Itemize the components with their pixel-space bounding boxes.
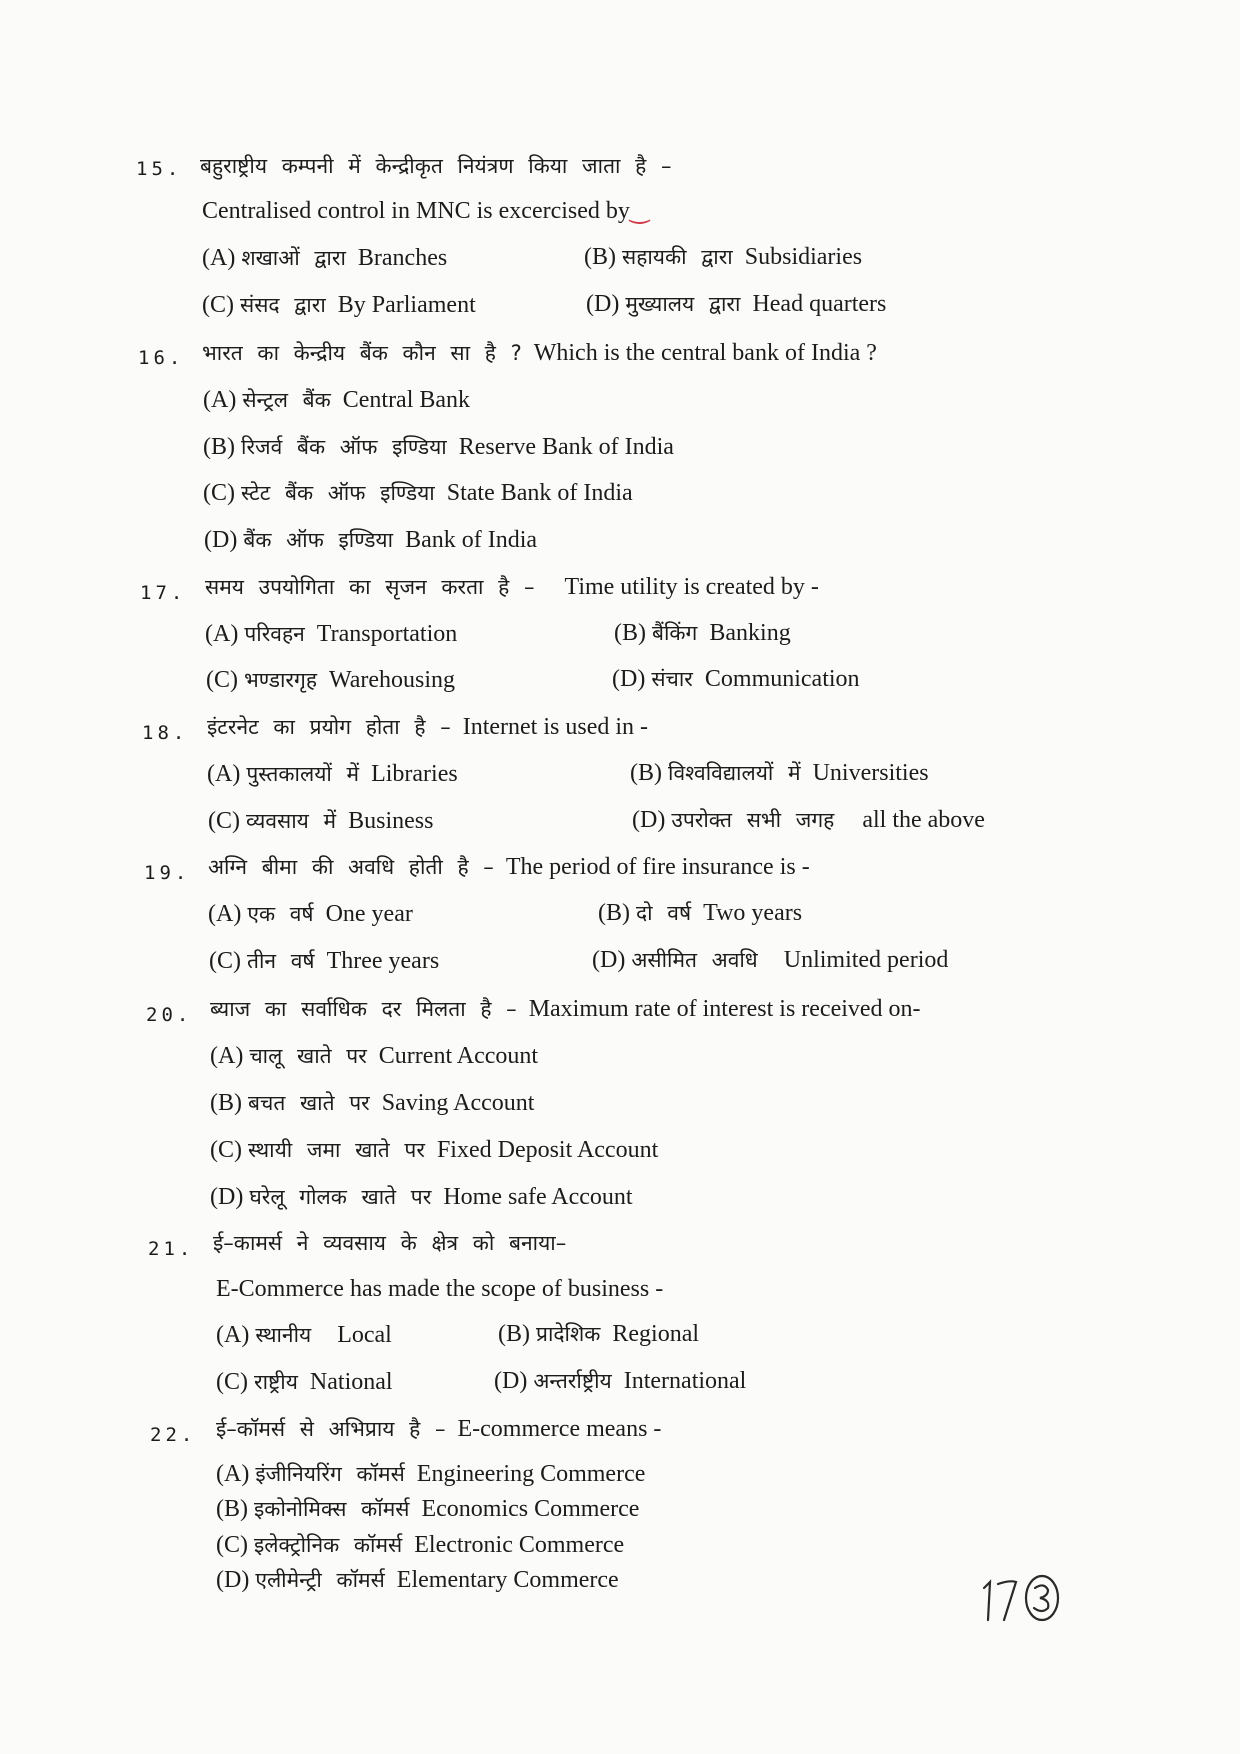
hindi-text: भारत का केन्द्रीय बैंक कौन सा है ?: [202, 341, 522, 365]
question-text: [208, 852, 810, 882]
english-text: Maximum rate of interest is received on-: [528, 996, 921, 1022]
option-hindi: तीन वर्ष: [247, 949, 315, 973]
option-b: [598, 898, 802, 928]
option-hindi: इलेक्ट्रोनिक कॉमर्स: [254, 1533, 403, 1557]
option-c: [206, 665, 455, 695]
question-text-english: [202, 196, 649, 226]
option-hindi: स्थायी जमा खाते पर: [248, 1138, 425, 1162]
hindi-text: इंटरनेट का प्रयोग होता है –: [207, 715, 451, 739]
option-c: [210, 1135, 658, 1165]
option-hindi: बैंक ऑफ इण्डिया: [243, 528, 394, 552]
option-english: Regional: [612, 1321, 700, 1347]
option-english: Bank of India: [405, 527, 538, 553]
option-hindi: बैंकिंग: [652, 621, 698, 645]
option-english: Business: [348, 808, 434, 834]
option-english: One year: [325, 901, 413, 927]
option-label: (B): [630, 760, 662, 786]
option-hindi: चालू खाते पर: [249, 1044, 367, 1068]
option-label: (A): [202, 245, 236, 271]
option-b: [216, 1494, 639, 1524]
question-number: 16.: [138, 347, 185, 369]
option-english: Reserve Bank of India: [458, 434, 674, 460]
option-a: [216, 1320, 392, 1350]
option-b: [614, 618, 791, 648]
question-number: 19.: [144, 862, 191, 884]
option-hindi: भण्डारगृह: [244, 668, 317, 692]
english-text: Centralised control in MNC is excercised by: [202, 198, 630, 224]
option-c: [209, 946, 439, 976]
option-english: Saving Account: [381, 1090, 535, 1116]
option-hindi: बचत खाते पर: [248, 1091, 370, 1115]
option-label: (C): [216, 1369, 248, 1395]
option-hindi: परिवहन: [244, 622, 305, 646]
option-hindi: पुस्तकालयों में: [246, 762, 360, 786]
option-hindi: संसद द्वारा: [240, 293, 326, 317]
option-label: (B): [598, 900, 630, 926]
option-hindi: शखाओं द्वारा: [241, 246, 346, 270]
option-hindi: असीमित अवधि: [631, 948, 758, 972]
option-b: [584, 242, 862, 272]
option-english: Libraries: [371, 761, 458, 787]
option-english: Warehousing: [328, 667, 456, 693]
option-label: (D): [216, 1567, 250, 1593]
option-english: Fixed Deposit Account: [436, 1137, 659, 1163]
option-label: (D): [612, 666, 646, 692]
option-english: State Bank of India: [446, 480, 633, 506]
option-label: (A): [203, 387, 237, 413]
option-label: (A): [205, 621, 239, 647]
option-a: [208, 899, 413, 929]
option-english: Engineering Commerce: [416, 1461, 646, 1487]
option-label: (D): [592, 947, 626, 973]
hindi-text: अग्नि बीमा की अवधि होती है –: [208, 855, 494, 879]
option-label: (B): [498, 1321, 530, 1347]
question-text: [202, 338, 877, 368]
option-label: (A): [216, 1461, 250, 1487]
option-a: [205, 619, 457, 649]
question-text-hindi: [200, 151, 671, 181]
option-english: all the above: [862, 807, 985, 833]
option-d: [632, 805, 985, 835]
hindi-text: ई–कॉमर्स से अभिप्राय है –: [216, 1417, 446, 1441]
option-label: (C): [202, 292, 234, 318]
handwritten-page-mark: [978, 1568, 1068, 1628]
option-label: (D): [494, 1368, 528, 1394]
english-text: Time utility is created by -: [564, 574, 819, 600]
option-hindi: स्टेट बैंक ऑफ इण्डिया: [241, 481, 435, 505]
option-d: [586, 289, 886, 319]
option-c: [216, 1530, 624, 1560]
option-hindi: सहायकी द्वारा: [622, 245, 733, 269]
option-label: (D): [210, 1184, 244, 1210]
option-english: Unlimited period: [783, 947, 949, 973]
option-label: (B): [203, 434, 235, 460]
option-a: [216, 1459, 645, 1489]
english-text: Which is the central bank of India ?: [533, 340, 877, 366]
option-label: (D): [586, 291, 620, 317]
option-english: Two years: [703, 900, 803, 926]
option-a: [210, 1041, 538, 1071]
hindi-text: समय उपयोगिता का सृजन करता है –: [205, 575, 535, 599]
hindi-text: ब्याज का सर्वाधिक दर मिलता है –: [210, 997, 517, 1021]
option-english: Banking: [709, 620, 791, 646]
option-hindi: विश्वविद्यालयों में: [668, 761, 801, 785]
question-text: [207, 712, 648, 742]
option-hindi: स्थानीय: [255, 1323, 312, 1347]
option-b: [498, 1319, 699, 1349]
english-text: Internet is used in -: [462, 714, 649, 740]
option-label: (A): [208, 901, 242, 927]
option-hindi: अन्तर्राष्ट्रीय: [533, 1369, 612, 1393]
option-hindi: संचार: [651, 667, 693, 691]
option-hindi: इकोनोमिक्स कॉमर्स: [254, 1497, 410, 1521]
question-number: 18.: [142, 722, 189, 744]
option-d: [612, 664, 860, 694]
option-label: (D): [204, 527, 238, 553]
option-d: [204, 525, 537, 555]
option-hindi: प्रादेशिक: [536, 1322, 601, 1346]
option-label: (A): [216, 1322, 250, 1348]
english-text: E-Commerce has made the scope of business -: [216, 1276, 664, 1302]
option-a: [202, 243, 447, 273]
option-c: [202, 290, 476, 320]
option-label: (A): [210, 1043, 244, 1069]
option-c: [216, 1367, 393, 1397]
option-label: (C): [210, 1137, 242, 1163]
option-hindi: घरेलू गोलक खाते पर: [249, 1185, 432, 1209]
option-english: Universities: [812, 760, 929, 786]
option-label: (B): [210, 1090, 242, 1116]
option-english: Local: [337, 1322, 392, 1348]
option-english: Electronic Commerce: [414, 1532, 625, 1558]
option-hindi: सेन्ट्रल बैंक: [242, 388, 331, 412]
option-english: Transportation: [316, 621, 458, 647]
option-label: (D): [632, 807, 666, 833]
option-label: (A): [207, 761, 241, 787]
option-label: (C): [216, 1532, 248, 1558]
option-b: [210, 1088, 534, 1118]
hindi-text: ई–कामर्स ने व्यवसाय के क्षेत्र को बनाया–: [213, 1231, 567, 1255]
option-english: Central Bank: [342, 387, 471, 413]
option-hindi: राष्ट्रीय: [254, 1370, 298, 1394]
option-label: (B): [584, 244, 616, 270]
option-english: Head quarters: [752, 291, 887, 317]
option-english: National: [309, 1369, 393, 1395]
option-d: [210, 1182, 633, 1212]
option-d: [592, 945, 948, 975]
question-text: [205, 572, 819, 602]
option-hindi: मुख्यालय द्वारा: [625, 292, 741, 316]
question-text-hindi: [213, 1228, 566, 1258]
hindi-text: बहुराष्ट्रीय कम्पनी में केन्द्रीकृत नियंत्रण किया जाता है –: [200, 154, 672, 178]
option-english: Subsidiaries: [744, 244, 863, 270]
option-b: [203, 432, 674, 462]
option-english: Communication: [704, 666, 860, 692]
option-d: [494, 1366, 746, 1396]
option-a: [207, 759, 458, 789]
question-number: 15.: [136, 158, 183, 180]
option-c: [208, 806, 433, 836]
option-hindi: दो वर्ष: [636, 901, 692, 925]
option-english: Elementary Commerce: [396, 1567, 619, 1593]
option-label: (B): [216, 1496, 248, 1522]
option-english: By Parliament: [337, 292, 476, 318]
option-english: International: [623, 1368, 747, 1394]
option-label: (C): [206, 667, 238, 693]
question-number: 21.: [148, 1238, 195, 1260]
question-number: 22.: [150, 1424, 197, 1446]
option-english: Economics Commerce: [421, 1496, 640, 1522]
page-mark-icon: [978, 1568, 1068, 1628]
option-english: Branches: [357, 245, 448, 271]
option-label: (C): [209, 948, 241, 974]
option-b: [630, 758, 929, 788]
option-hindi: एक वर्ष: [247, 902, 314, 926]
question-text-english: [216, 1274, 663, 1304]
option-hindi: एलीमेन्ट्री कॉमर्स: [255, 1568, 385, 1592]
option-hindi: रिजर्व बैंक ऑफ इण्डिया: [241, 435, 447, 459]
english-text: E-commerce means -: [457, 1416, 662, 1442]
option-hindi: व्यवसाय में: [246, 809, 337, 833]
option-hindi: इंजीनियरिंग कॉमर्स: [255, 1462, 405, 1486]
option-english: Current Account: [378, 1043, 539, 1069]
option-c: [203, 478, 633, 508]
question-text: [216, 1414, 661, 1444]
question-number: 17.: [140, 582, 187, 604]
tick-mark-icon: ‿: [629, 198, 650, 224]
option-english: Home safe Account: [443, 1184, 633, 1210]
option-label: (C): [208, 808, 240, 834]
option-a: [203, 385, 470, 415]
option-label: (B): [614, 620, 646, 646]
option-d: [216, 1565, 619, 1595]
question-number: 20.: [146, 1004, 193, 1026]
question-text: [210, 994, 921, 1024]
option-label: (C): [203, 480, 235, 506]
english-text: The period of fire insurance is -: [505, 854, 810, 880]
option-english: Three years: [326, 948, 440, 974]
option-hindi: उपरोक्त सभी जगह: [671, 808, 835, 832]
